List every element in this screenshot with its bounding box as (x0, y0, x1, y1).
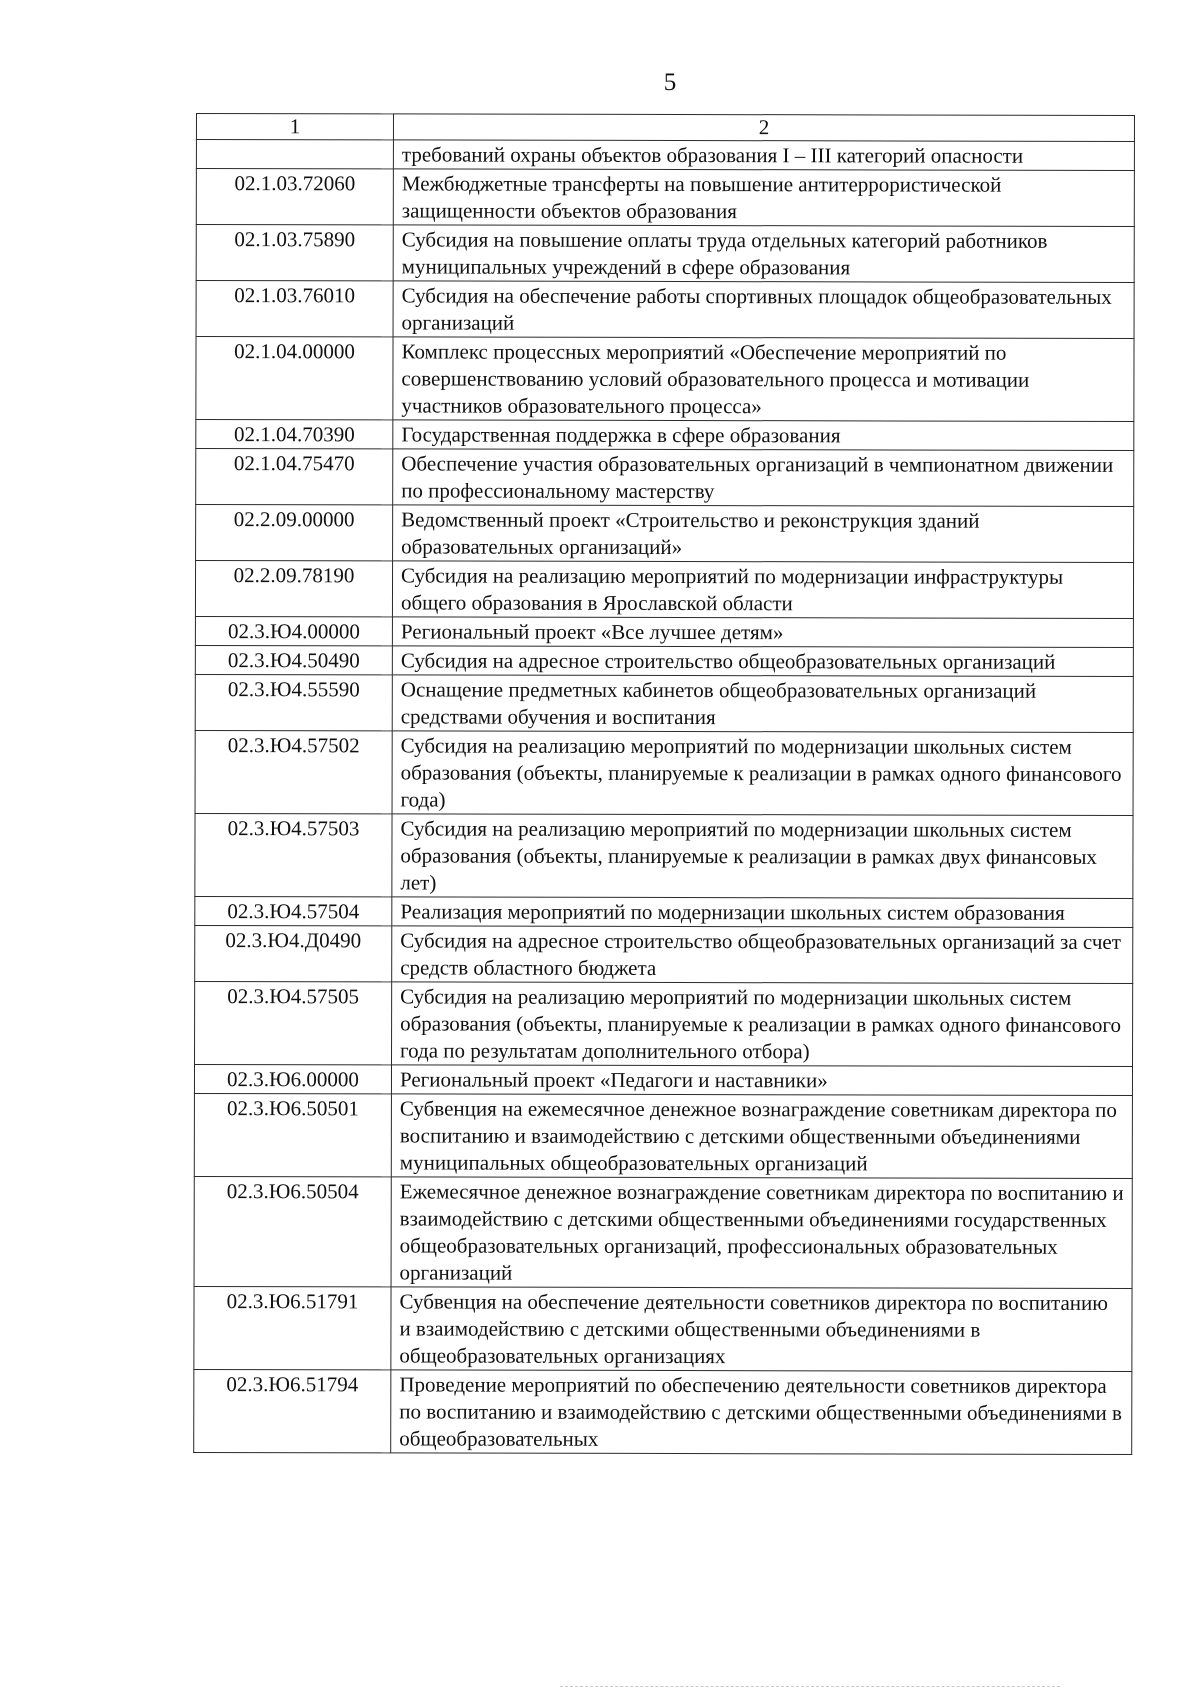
table-row (196, 281, 1134, 339)
scan-artifact-line (560, 1686, 1060, 1689)
row-code-cell: 02.3.Ю4.57502 (195, 730, 392, 813)
row-code-cell: 02.2.09.78190 (195, 561, 392, 617)
row-code-cell: 02.1.04.75470 (196, 449, 393, 505)
row-name-cell: Ежемесячное денежное вознаграждение советникам директора по воспитанию и взаимодействию с детскими общественными объединениями государственных общеобразовательных организаций, профессиональных образовательных организаций (391, 1177, 1132, 1289)
row-name-cell: Оснащение предметных кабинетов общеобразовательных организаций средствами обучения и воспитания (392, 675, 1133, 733)
row-name-cell: Субсидия на обеспечение работы спортивных площадок общеобразовательных организаций (393, 281, 1134, 339)
table-row (196, 505, 1134, 563)
table-row (194, 1093, 1132, 1178)
row-code-cell: 02.3.Ю4.55590 (195, 674, 392, 730)
row-code-cell: 02.2.09.00000 (196, 505, 393, 561)
table-row (195, 645, 1133, 676)
table-header-row (196, 114, 1134, 142)
row-code-cell: 02.1.04.00000 (196, 337, 393, 420)
row-code-cell: 02.3.Ю6.00000 (194, 1064, 391, 1093)
table-row (196, 449, 1134, 507)
row-code-cell: 02.3.Ю4.57505 (195, 981, 392, 1064)
table-row (194, 1286, 1132, 1371)
table-row (195, 813, 1133, 898)
row-name-cell: Субсидия на реализацию мероприятий по модернизации инфраструктуры общего образования в Ярославской области (392, 561, 1133, 619)
row-name-cell: требований охраны объектов образования I – III категорий опасности (393, 140, 1134, 171)
row-code-cell: 02.3.Ю4.00000 (195, 616, 392, 645)
row-name-cell: Субвенция на обеспечение деятельности советников директора по воспитанию и взаимодействию с детскими общественными объединениями в общеобразовательных организациях (391, 1287, 1132, 1372)
table-row (195, 925, 1133, 983)
row-name-cell: Субсидия на реализацию мероприятий по модернизации школьных систем образования (объекты, планируемые к реализации в рамках одного финансового года) (392, 731, 1133, 816)
row-code-cell: 02.3.Ю6.50501 (194, 1093, 391, 1176)
row-code-cell: 02.3.Ю6.51794 (194, 1369, 391, 1452)
table-row (195, 730, 1133, 815)
table-body (194, 140, 1135, 1455)
table-row (196, 337, 1134, 422)
column-header-code: 1 (196, 114, 393, 140)
table-row (196, 169, 1134, 227)
row-code-cell (196, 140, 393, 169)
row-code-cell: 02.3.Ю6.50504 (194, 1176, 391, 1286)
row-name-cell: Субсидия на реализацию мероприятий по модернизации школьных систем образования (объекты, планируемые к реализации в рамках одного финансового года по результатам дополнительного отбора) (392, 982, 1133, 1067)
row-code-cell: 02.3.Ю4.50490 (195, 645, 392, 674)
table-row (196, 420, 1134, 451)
page-number: 5 (663, 69, 677, 96)
row-code-cell: 02.1.03.76010 (196, 281, 393, 337)
row-name-cell: Проведение мероприятий по обеспечению деятельности советников директора по воспитанию и взаимодействию с детскими общественными объединениями в общеобразовательных (391, 1370, 1132, 1455)
row-code-cell: 02.1.03.75890 (196, 225, 393, 281)
column-header-name: 2 (393, 114, 1134, 142)
row-code-cell: 02.3.Ю4.Д0490 (195, 925, 392, 981)
row-name-cell: Субсидия на повышение оплаты труда отдельных категорий работников муниципальных учреждений в сфере образования (393, 225, 1134, 283)
row-code-cell: 02.3.Ю4.57503 (195, 813, 392, 896)
table-row (195, 896, 1133, 927)
row-name-cell: Региональный проект «Все лучшее детям» (392, 617, 1133, 648)
row-name-cell: Государственная поддержка в сфере образования (393, 420, 1134, 451)
row-name-cell: Субсидия на адресное строительство общеобразовательных организаций за счет средств областного бюджета (392, 926, 1133, 984)
row-name-cell: Комплекс процессных мероприятий «Обеспечение мероприятий по совершенствованию условий образовательного процесса и мотивации участников образовательного процесса» (393, 337, 1134, 422)
row-name-cell: Межбюджетные трансферты на повышение антитеррористической защищенности объектов образования (393, 169, 1134, 227)
table-row (194, 1176, 1132, 1288)
table-row (194, 1369, 1132, 1454)
table-row (196, 225, 1134, 283)
row-name-cell: Субсидия на реализацию мероприятий по модернизации школьных систем образования (объекты, планируемые к реализации в рамках двух финансовых лет) (392, 814, 1133, 899)
row-code-cell: 02.3.Ю6.51791 (194, 1286, 391, 1369)
table-row (195, 674, 1133, 732)
table-row (196, 140, 1134, 171)
table-row (195, 616, 1133, 647)
row-name-cell: Ведомственный проект «Строительство и реконструкция зданий образовательных организаций» (393, 505, 1134, 563)
table-row (194, 1064, 1132, 1095)
row-code-cell: 02.1.03.72060 (196, 169, 393, 225)
row-name-cell: Обеспечение участия образовательных организаций в чемпионатном движении по профессиональному мастерству (393, 449, 1134, 507)
row-code-cell: 02.1.04.70390 (196, 420, 393, 449)
row-name-cell: Субвенция на ежемесячное денежное вознаграждение советникам директора по воспитанию и взаимодействию с детскими общественными объединениями муниципальных общеобразовательных организаций (391, 1094, 1132, 1179)
row-name-cell: Субсидия на адресное строительство общеобразовательных организаций (392, 646, 1133, 677)
table-row (195, 981, 1133, 1066)
budget-code-table (193, 113, 1135, 1455)
row-name-cell: Региональный проект «Педагоги и наставники» (391, 1065, 1132, 1096)
table-row (195, 561, 1133, 619)
row-code-cell: 02.3.Ю4.57504 (195, 896, 392, 925)
row-name-cell: Реализация мероприятий по модернизации школьных систем образования (392, 897, 1133, 928)
